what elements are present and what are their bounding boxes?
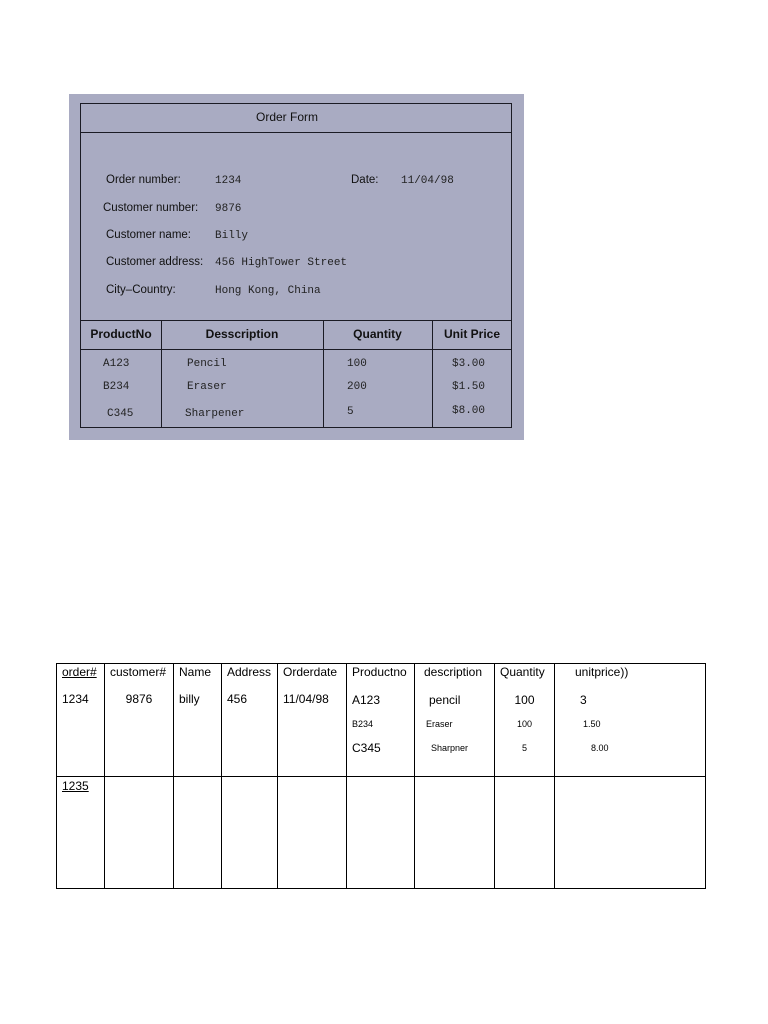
unitprice-item: 8.00 bbox=[591, 743, 609, 753]
table-row bbox=[57, 664, 706, 777]
header-order: order# bbox=[62, 665, 97, 679]
productno-item: A123 bbox=[352, 693, 381, 707]
empty-cell bbox=[555, 777, 706, 889]
customer-name-value: Billy bbox=[215, 230, 249, 242]
quantity-item: 5 bbox=[521, 743, 527, 753]
header-description: description bbox=[424, 665, 483, 679]
customer-name-label: Customer name: bbox=[106, 229, 192, 241]
unitprice-cell bbox=[555, 664, 706, 777]
product-qty: 5 bbox=[347, 406, 354, 418]
order-number: 1235 bbox=[62, 779, 89, 793]
empty-cell bbox=[222, 777, 278, 889]
empty-cell bbox=[347, 777, 415, 889]
empty-cell bbox=[174, 777, 222, 889]
col-productno: ProductNo bbox=[90, 327, 152, 341]
order-cell bbox=[57, 777, 105, 889]
productno-item: C345 bbox=[352, 741, 381, 755]
customer-address-label: Customer address: bbox=[106, 256, 204, 268]
order-number: 1234 bbox=[62, 692, 89, 706]
quantity-item: 100 bbox=[516, 719, 533, 729]
product-qty: 200 bbox=[347, 381, 367, 393]
header-quantity: Quantity bbox=[500, 665, 545, 679]
orderdate-cell bbox=[278, 664, 347, 777]
col-quantity: Quantity bbox=[353, 327, 402, 341]
product-desc: Eraser bbox=[187, 381, 227, 393]
column-divider bbox=[432, 320, 433, 427]
order-number-label: Order number: bbox=[106, 174, 181, 186]
col-unit-price: Unit Price bbox=[443, 327, 500, 341]
column-divider bbox=[323, 320, 324, 427]
order-cell bbox=[57, 664, 105, 777]
product-no: A123 bbox=[103, 358, 130, 370]
name-cell bbox=[174, 664, 222, 777]
order-number-value: 1234 bbox=[215, 175, 242, 187]
table-row bbox=[57, 777, 706, 889]
customer-number: 9876 bbox=[125, 692, 153, 706]
city-country-value: Hong Kong, China bbox=[215, 285, 321, 297]
quantity-item: 100 bbox=[514, 693, 535, 707]
product-desc: Pencil bbox=[187, 358, 227, 370]
product-desc: Sharpener bbox=[185, 408, 245, 420]
column-divider bbox=[161, 320, 162, 427]
order-table bbox=[56, 663, 706, 889]
description-item: Eraser bbox=[426, 719, 453, 729]
header-unitprice: unitprice)) bbox=[575, 665, 629, 679]
header-orderdate: Orderdate bbox=[283, 665, 338, 679]
product-price: $1.50 bbox=[452, 381, 486, 393]
productno-cell bbox=[347, 664, 415, 777]
product-no: C345 bbox=[107, 408, 134, 420]
empty-cell bbox=[105, 777, 174, 889]
customer-name: billy bbox=[179, 692, 200, 706]
unitprice-item: 3 bbox=[580, 693, 587, 707]
order-form-frame bbox=[80, 103, 512, 428]
description-cell bbox=[415, 664, 495, 777]
city-country-label: City–Country: bbox=[106, 284, 176, 296]
order-form-image bbox=[69, 94, 524, 440]
product-price: $3.00 bbox=[452, 358, 486, 370]
header-productno: Productno bbox=[352, 665, 407, 679]
header-address: Address bbox=[227, 665, 272, 679]
product-header-row bbox=[81, 320, 511, 350]
unitprice-item: 1.50 bbox=[583, 719, 601, 729]
customer-address: 456 bbox=[227, 692, 248, 706]
address-cell bbox=[222, 664, 278, 777]
empty-cell bbox=[495, 777, 555, 889]
header-name: Name bbox=[179, 665, 212, 679]
customer-cell bbox=[105, 664, 174, 777]
product-no: B234 bbox=[103, 381, 130, 393]
date-label: Date: bbox=[351, 174, 379, 186]
customer-number-value: 9876 bbox=[215, 203, 242, 215]
empty-cell bbox=[415, 777, 495, 889]
header-customer: customer# bbox=[110, 665, 167, 679]
product-price: $8.00 bbox=[452, 405, 486, 417]
productno-item: B234 bbox=[352, 719, 374, 729]
description-item: pencil bbox=[429, 693, 461, 707]
date-value: 11/04/98 bbox=[401, 175, 454, 187]
order-form-title: Order Form bbox=[81, 104, 511, 133]
quantity-cell bbox=[495, 664, 555, 777]
product-qty: 100 bbox=[347, 358, 367, 370]
col-description: Desscription bbox=[205, 327, 279, 341]
customer-number-label: Customer number: bbox=[103, 202, 199, 214]
customer-address-value: 456 HighTower Street bbox=[215, 257, 348, 269]
description-item: Sharpner bbox=[431, 743, 469, 753]
empty-cell bbox=[278, 777, 347, 889]
order-date: 11/04/98 bbox=[283, 692, 329, 706]
